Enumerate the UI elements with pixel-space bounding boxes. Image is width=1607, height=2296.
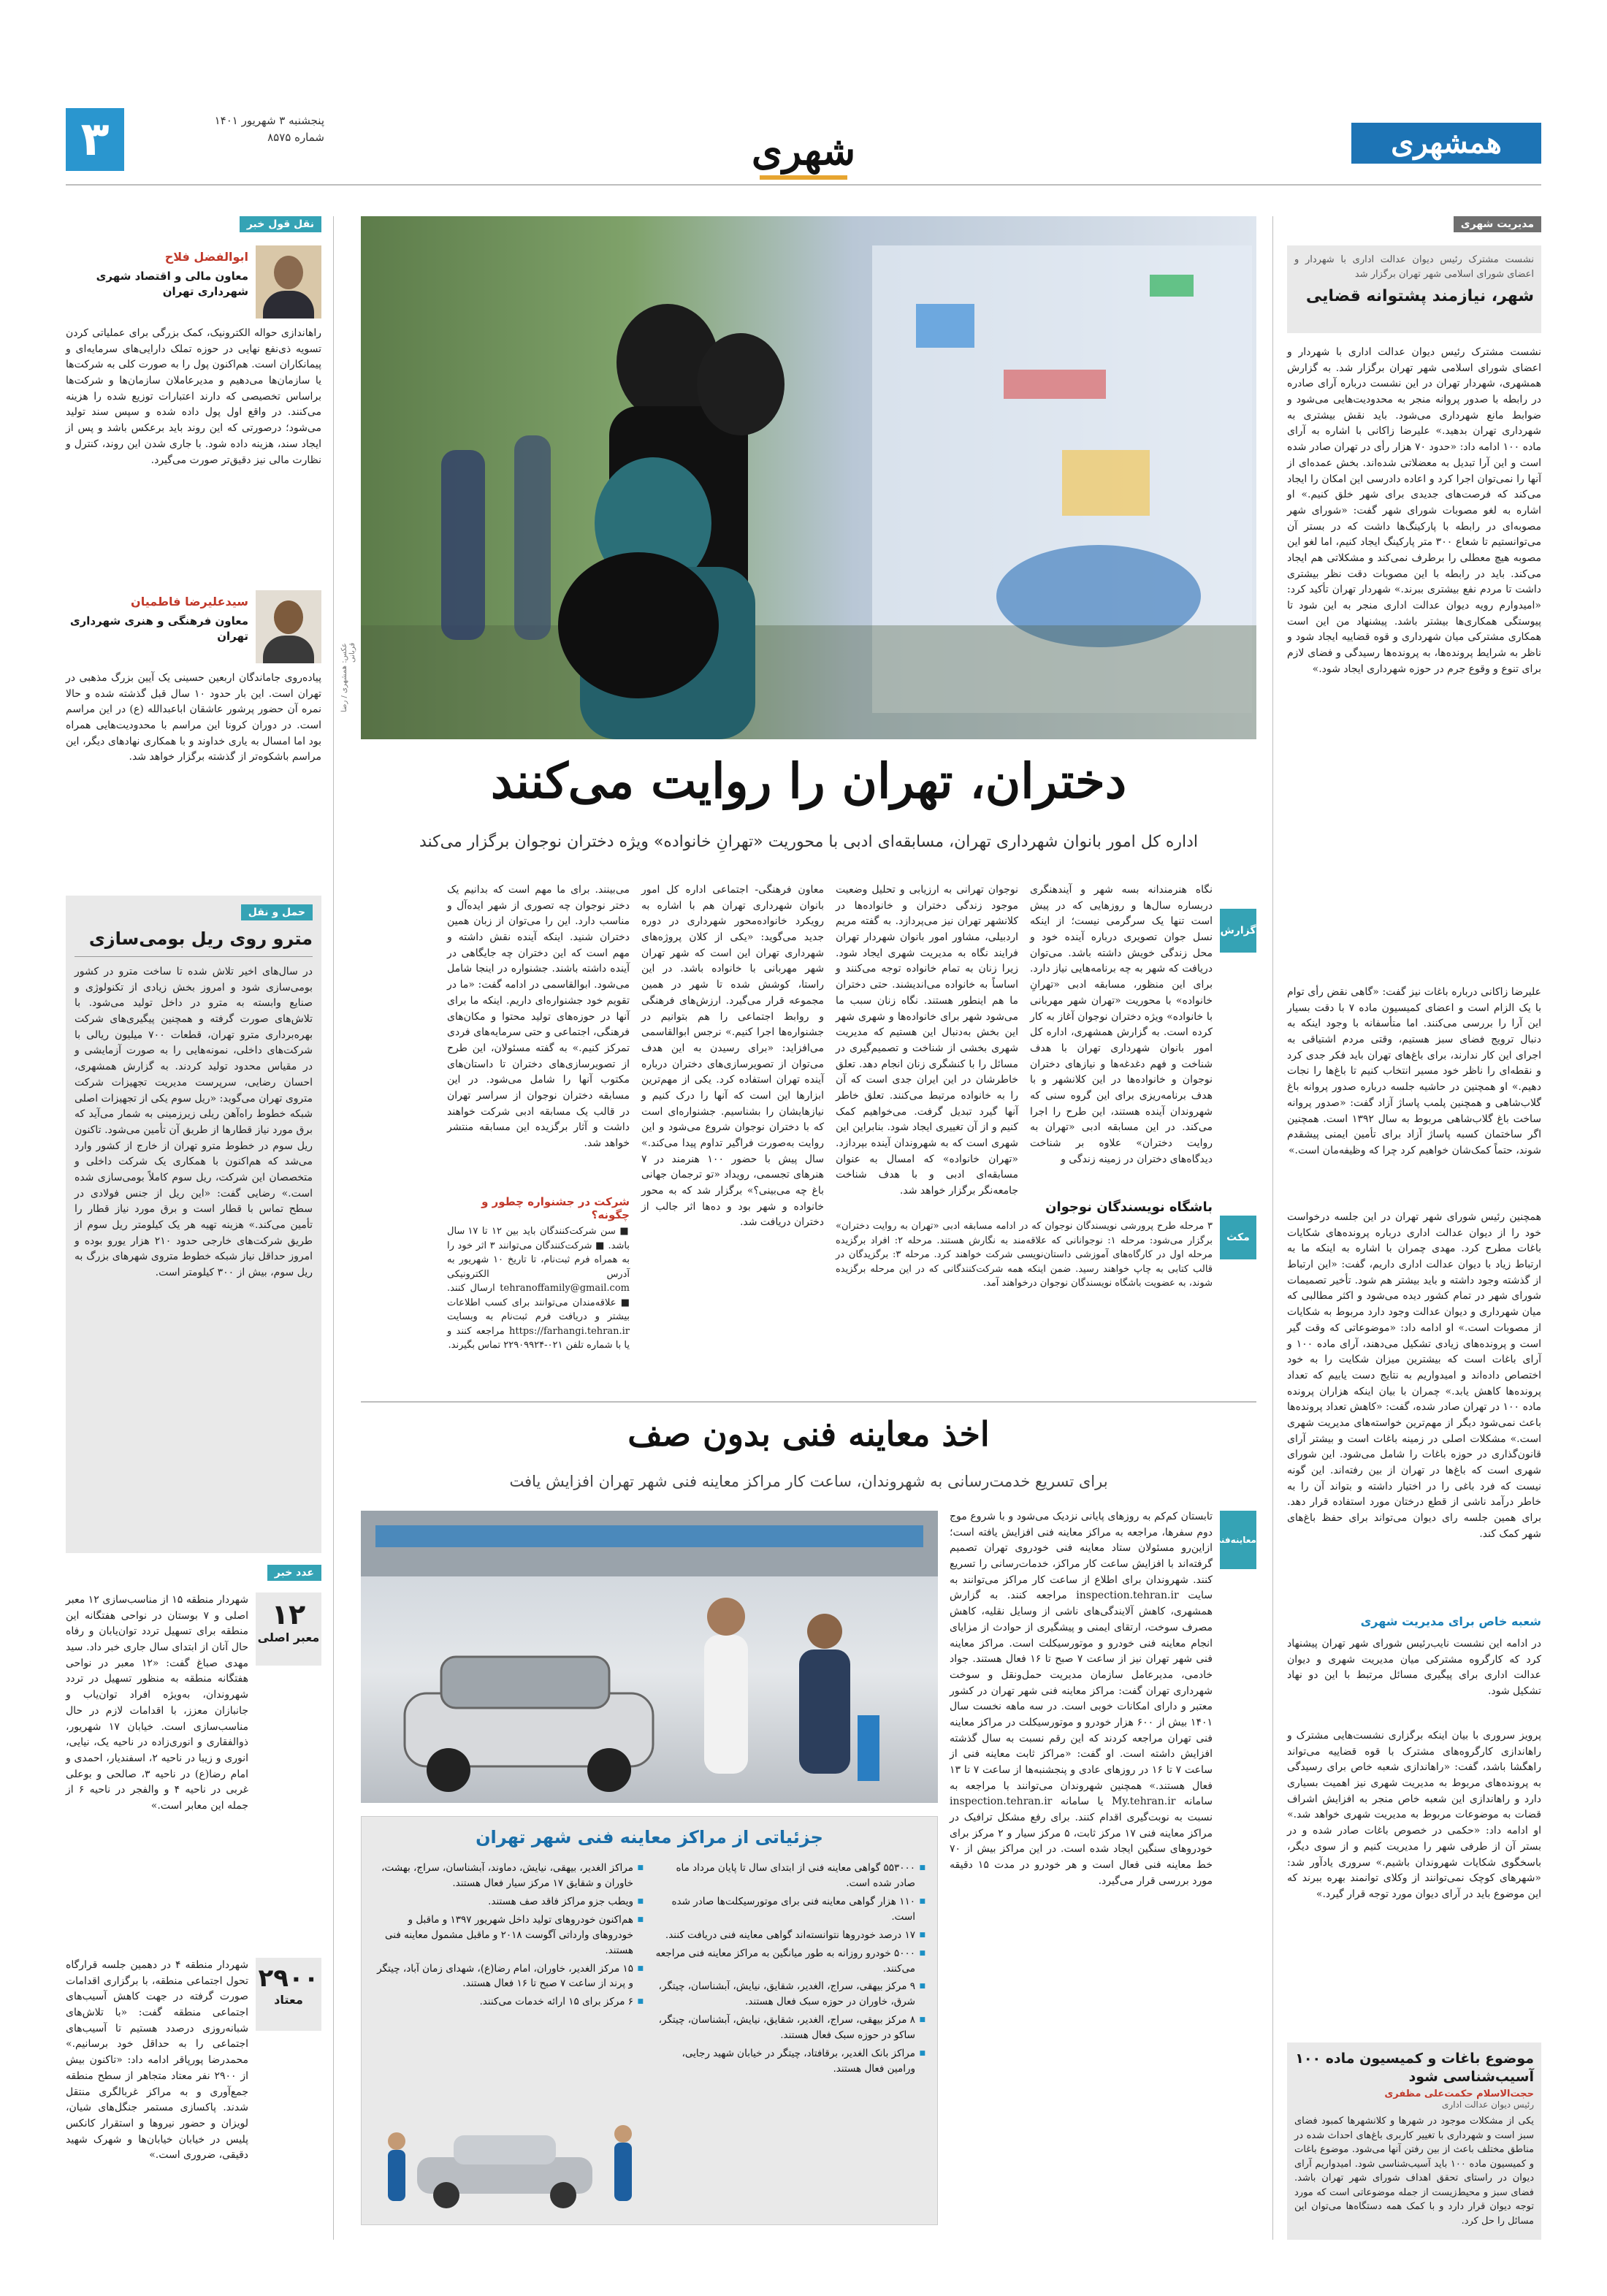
inspection-photo[interactable] — [361, 1511, 938, 1803]
article-body-3: همچنین رئیس شورای شهر تهران در این جلسه درخواست خود را از دیوان عدالت اداری درباره پرونده‌های شکایات باغات مطرح کرد. مهدی چمران با اشاره به اینکه ما به ارتباط زیاد با دیوان عدالت اداری داریم، گفت: «این ارتباط از گذشته وجود داشته و باید بیشتر هم شود. تأخیر تصمیمات شورای شهر در تمام کشور دیده می‌شود و اکثر مطالبی که میان شهرداری و دیوان عدالت وجود دارد مربوط به شکایات از مصوبات است.» او ادامه داد: «موضوعاتی که وقت گیر است و پرونده‌های زیادی تشکیل می‌دهند، آرای ماده ۱۰۰ و آرای باغات است که بیشترین میزان شکایت را به خود اختصاص داده‌اند و امیدواریم به نتایج دست یابیم که تعداد پرونده‌ها کاهش یابد.» چمران با بیان اینکه هزاران پرونده ماده ۱۰۰ در تهران صادر شده، گفت: «کاهش تعداد پرونده‌ها باعث نمی‌شود دیگر از مهم‌ترین خواسته‌های مدیریت شهری است.» مشکلات اصلی در زمینه باغات است و بیشتر آرای قانون‌گذاری در حوزه باغات را شامل می‌شود. این شورای شهری است که باغ‌ها در تهران از بین رفته‌اند. این گونه نیست که فرد باغی را در اختیار داشته و بتواند آن را به خاطر درآمد ناشی از قطع درختان مورد استفاده قرار دهد. برای همین جلسه رای دیوان می‌تواند برای حفظ باغ‌های شهر کمک کند. — [1287, 1211, 1541, 1540]
opinion-box-author: حجت‌الاسلام حکمت‌علی مظفری — [1384, 2089, 1534, 2100]
article-body-1: نشست مشترک رئیس دیوان عدالت اداری با شهردار و اعضای شورای اسلامی شهر تهران برگزار شد. به گزارش همشهری، شهردار تهران در این نشست درباره آرای صادره در رابطه با صدور پروانه منجر به محدودیت‌هایی می‌شود و ضوابط مانع شهرداری می‌شود. باید نقش بیشتری به شهرداری تهران بدهید.» علیرضا زاکانی با اشاره به آرای ماده ۱۰۰ ادامه داد: «حدود ۷۰ هزار رأی در تهران صادر شده است و این آرا تبدیل به معضلاتی شده‌اند. بخش عمده‌ای از آنها را نمی‌توان اجرا کرد و اعاده دادرسی این امکان را ایجاد می‌کند که فرصت‌های جدیدی برای شهر خلق کنیم.» او اشاره به لغو مصوبات شورای شهر گفت: «شورای شهر مصوبه‌ای در رابطه با پارکینگ‌ها داشت که در بستر آن می‌توانستیم تا شعاع ۳۰۰ متر پارکینگ ایجاد کنیم، اما لغو این مصوبه هیچ معطلی را برطرف نمی‌کند و مشکلاتی هم ایجاد می‌کند. باید در رابطه با این مصوبات دقت نظر بیشتری داشت تا مردم نفع بیشتری ببرند.» شهردار تهران تأکید کرد: «امیدوارم رویه دیوان عدالت اداری منجر به این شود تا پیوستگی همکاری‌ها بیشتر باشد. پیشنهاد من این است همکاری مشترکی میان شهرداری و قوه قضاییه ایجاد شود و ناظر به شرایط پرونده‌ها، به پرونده‌ها رسیدگی و فضای لازم برای تنوع و وقوع جرم در حوزه شهرداری ایجاد شود.» — [1287, 346, 1541, 675]
opinion-box-body: یکی از مشکلات موجود در شهرها و کلانشهرها کمبود فضای سبز است و شهرداری با تغییر کاربری باغ‌های احداث شده در مناطق مختلف باعث از بین رفتن آنها می‌شود. موضوع باغات و کمیسیون ماده ۱۰۰ باید آسیب‌شناسی شود. امیدواریم آرای دیوان در راستای تحقق اهداف شورای شهر تهران باشد. فضای سبز و محیط‌زیست از جمله موضوعاتی است که مورد توجه دیوان قرار دارد و با کمک همه دستگاه‌ها می‌توان این مسائل را حل کرد. — [1294, 2116, 1534, 2227]
feature-photo[interactable] — [361, 216, 1256, 739]
facts-list-right — [655, 1861, 925, 2080]
pause-tag: مکث — [1220, 1216, 1256, 1259]
opinion-box — [1287, 2043, 1541, 2240]
headline-lead: نشست مشترک رئیس دیوان عدالت اداری با شهردار و اعضای شورای اسلامی شهر تهران برگزار شد — [1294, 254, 1534, 280]
left-column-divider — [333, 216, 334, 2240]
quote-text: پیاده‌روی جاماندگان اربعین حسینی یک آیین بزرگ مذهبی در تهران است. این بار حدود ۱۰ سال قبل گذشته شده و حالا نمره آن حضور پرشور عاشقان اباعبدالله (ع) در این مراسم است. در دوران کرونا این مراسم با محدودیت‌هایی همراه بود اما امسال به یاری خداوند و با همکاری نهادهای دیگر، این مراسم باشکوه‌تر از گذشته برگزار خواهد شد. — [66, 672, 321, 763]
section-underline — [760, 175, 847, 180]
feature-column-3: معاون فرهنگی- اجتماعی اداره کل امور بانوان شهرداری تهران هم با اشاره به رویکرد خانواده‌محور شهرداری در دوره جدید می‌گوید: «یکی از کلان پروژه‌های شهرداری تهران این است که شهر تهران شهر مهربانی با خانواده باشد. در این راستا، کوشش شده تا شهر در همین مجموعه قرار می‌گیرد. ارزش‌های فرهنگی و روابط اجتماعی را هم بتوانیم در جشنواره‌ها اجرا کنیم.» نرجس ابوالقاسمی می‌افزاید: «برای رسیدن به این هدف می‌توان از تصویرسازی‌های دختران درباره آینده تهران استفاده کرد. یکی از مهم‌ترین ابزارها این است که آنها را درک کنیم و نیازهایشان را بشناسیم. جشنواره‌ای است که با دختران نوجوان شروع می‌شود و این روایت به‌صورت فراگیر تداوم پیدا می‌کند.» سال پیش با حضور ۱۰۰ هنرمند در ۷ هنرهای تجسمی، رویداد «تو ترجمان جهانی باغ چه می‌بینی؟» برگزار شد که به محور خانواده و شهر بود و ده‌ها اثر جالب از دختران دریافت شد. — [641, 884, 825, 1229]
quote-text: راهاندازی حواله الکترونیک، کمک بزرگی برای عملیاتی کردن تسویه ذی‌نفع نهایی در حوزه تملک دارایی‌های سرمایه‌ای و پیمانکاران است. هم‌اکنون پول را به صورت کلی به شرکت‌ها یا سازمان‌ها می‌دهیم و مدیرعاملان سازمان‌ها و شرکت‌ها براساس تخصیصی که دارند اعتبارات توزیع شده را هزینه می‌کنند. در واقع اول پول داده شده و سپس سند تولید می‌شود؛ درصورتی که این روند باید برعکس باشد و پس از ایجاد سند، هزینه داده شود. با جاری شدن این روند، کنترل و نظارت مالی نیز دقیق‌تر صورت می‌گیرد. — [66, 327, 321, 466]
fact-item: ■ ۱۱۰ هزار گواهی معاینه فنی برای موتورسیکلت‌ها صادر شده است. — [655, 1894, 925, 1925]
metro-box — [66, 896, 321, 1553]
car-inspection-illustration — [361, 1511, 938, 1803]
avatar — [256, 245, 321, 319]
avatar-body — [263, 291, 314, 319]
issue-number: شماره ۸۵۷۵ — [267, 130, 324, 144]
number-item-body: شهردار منطقه ۴ در دهمین جلسه قرارگاه تحول اجتماعی منطقه، با برگزاری اقدامات صورت گرفته در جهت کاهش آسیب‌های اجتماعی منطقه گفت: «با تلاش‌های شبانه‌روزی درصدد هستیم تا آسیب‌های اجتماعی را به حداقل خود برسانیم.» محمدرضا پورپاقر ادامه داد: «تاکنون بیش از ۲۹۰۰ نفر معتاد متجاهر از سطح منطقه جمع‌آوری و به مراکز غربالگری منتقل شدند. پاکسازی مستمر جنگل‌های شیان، لویزان و حضور نیروها و استقرار کانکس پلیس در خیابان خیابان‌ها و شهرک شهید دقیقی، ضروری است.» — [66, 1959, 248, 2162]
quote-tag — [240, 216, 321, 230]
quote-person-role: معاون مالی و اقتصاد شهری شهرداری تهران — [96, 270, 248, 298]
quote-tag-label: نقل قول خبر — [240, 216, 321, 232]
inspection-headline: اخذ معاینه فنی بدون صف — [627, 1414, 990, 1454]
metro-rule — [75, 956, 313, 957]
fact-item: ■ ۵۰۰۰ خودرو روزانه به طور میانگین به مراکز معاینه فنی مراجعه می‌کنند. — [655, 1946, 925, 1977]
avatar-head — [274, 600, 303, 634]
number-item-body: شهردار منطقه ۱۵ از مناسب‌سازی ۱۲ معبر اصلی و ۷ بوستان در نواحی هفتگانه این منطقه برای تسهیل تردد توان‌یابان و رفاه حال آنان از ابتدای سال جاری خبر داد. سید مهدی صباغ گفت: «۱۲ معبر در نواحی هفتگانه منطقه به منظور تسهیل در تردد شهروندان، به‌ویژه افراد توان‌یاب و جانبازان معزز، با اقدامات لازم در حال مناسب‌سازی است. خیابان ۱۷ شهریور، ذوالفقاری و انوری‌زاده در ناحیه یک، نیایی، انوری و زیبا در ناحیه ۲، اسفندیار، احمدی و امام رضا(ع) در ناحیه ۳، صالحی و بوعلی غربی در ناحیه ۴ و والفجر در ناحیه ۶ از جمله این معابر است.» — [66, 1594, 248, 1812]
number-news-tag — [267, 1565, 321, 1579]
article-body-2: علیرضا زاکانی درباره باغات نیز گفت: «گاهی نقض رأی توام با یک الزام است و اعضای کمیسیون ماده ۷ با دقت بسیار این آرا را بررسی می‌کنند. اما متأسفانه با وجود اینکه به دنبال ترویج فضای سبز هستیم، وقتی مردم اشتیاقی به اجرای این کار ندارند، برای باغ‌های تهران باید فکر جدی کرد و نقطه‌ای را ناظر خود مسیر انتخاب کنیم تا باغ‌ها را نجات دهیم.» او همچنین در حاشیه جلسه درباره صدور پروانه باغ گلاب‌شاهی و همچنین پلمب پاساژ آزاد گفت: «صدور پروانه ساخت باغ گلاب‌شاهی مربوط به سال ۱۳۹۲ است. همچنین اگر ساختمان کسبه پاساژ آزاد برای تأمین ایمنی پیشقدم شوند، حتماً کمک‌شان خواهیم کرد چرا که وظیفه‌مان است.» — [1287, 986, 1542, 1156]
feature-headline: دختران، تهران را روایت می‌کنند — [490, 752, 1127, 809]
fact-item: ■ ۱۵ مرکز الغدیر، خاوران، امام رضا(ع)، شهدای زمان آباد، چیتگر و پرند از ساعت ۷ صبح تا ۱۶ فعال هستند. — [373, 1961, 644, 1992]
right-column-divider — [1272, 216, 1273, 2240]
quote-person-role: معاون فرهنگی و هنری شهرداری تهران — [69, 614, 248, 643]
feature-column-2: نوجوان تهرانی به ارزیابی و تحلیل وضعیت موجود زندگی دختران و خانواده‌ها در کلانشهر تهران نیز می‌پردازد. به گفته مریم اردبیلی، مشاور امور بانوان شهردار تهران فرایند نگاه به مدیریت شهری ایجاد شود. زیرا زنان به تمام خانواده توجه می‌کنند و اساساً به خانواده می‌اندیشند. حتی دختران ما هم اینطور هستند. نگاه زنان سبب ما می‌شود شهر برای خانواده‌ها و شهری شهر این بخش به‌دنبال این هستیم که مدیریت شهری بخشی از شناخت و تصمیم‌گیری در مسائل را با کنشگری زنان انجام دهد. تعلق خاطرشان در این ایران جدی است که آن را به خانواده مرتبط می‌کنند. تعلق خاطر آنها گیرد تبدیل گرفت. می‌خواهیم کمک کنیم و از آن تغییری ایجاد شود. بنابراین این شهری است که به شهروندان آینده بپردازد. «تهران خانواده» که امسال به عنوان مسابقه‌ای ادبی و با هدف شناخت جامعه‌نگر برگزار خواهد شد. — [836, 884, 1018, 1197]
opinion-box-title: موضوع باغات و کمیسیون ماده ۱۰۰ آسیب‌شناسی شود — [1295, 2051, 1534, 2085]
big-number — [256, 1593, 321, 1666]
avatar-head — [274, 256, 303, 289]
feature-column-4: می‌بینند. برای ما مهم است که بدانیم یک دختر نوجوان چه تصوری از شهر ایده‌آل و مناسب دارد. این را می‌توان از زبان همین دختران شنید. اینکه آینده نقش داشته و مهم است که این دختران چه جایگاهی در آینده داشته باشند. جشنواره در اینجا شامل می‌شود. ابوالقاسمی در ادامه گفت: «ما در تقویم خود جشنواره‌ای داریم. اینکه ما برای آنها در حوزه‌های تولید محتوا و مکان‌های فرهنگی، اجتماعی و حتی سرمایه‌های فردی تمرکز کنیم.» به گفته مسئولان، این طرح از تصویرسازی‌های دختران تا داستان‌های مکتوب آنها را شامل می‌شود. در این مسابقه دختران نوجوان از سراسر تهران در قالب یک مسابقه ادبی شرکت خواهند داشت و آثار برگزیده این مسابقه منتشر خواهد شد. — [447, 884, 630, 1149]
big-number — [256, 1958, 321, 2031]
avatar-body — [263, 636, 314, 663]
feature-column-1: نگاه هنرمندانه بسه شهر و آیندهنگری دربسار‌ه سال‌ها و روزهایی که در پیش است تنها یک سرگرمی نیست؛ از اینکه نسل جوان تصویری درباره آینده خود و محل زندگی خویش داشته باشد. می‌توان دریافت که شهر به چه برنامه‌هایی نیاز دارد. برای این منظور، مسابقه ادبی «تهرانِ خانواده» با محوریت «تهران شهر مهربانی با خانواده» ویژه دختران نوجوان آغاز به کار کرده است. به گزارش همشهری، اداره کل امور بانوان شهرداری تهران با هدف شناخت و فهم دغدغه‌ها و نیازهای دختران نوجوان و خانواده‌ها در این کلانشهر و با هدف برنامه‌ریزی برای این گروه سنی که شهروندان آینده هستند، این طرح را اجرا می‌کند. در این مسابقه ادبی «تهران به روایت دختران» علاوه بر شناخت دیدگاه‌های دختران در زمینه زندگی و — [1030, 884, 1213, 1165]
fact-item: ■ ۸ مرکز بیهقی، سراج، الغدیر، شقایق، نیایش، آبشناسان، چیتگر، ساکو در حوزه سبک فعال هستند. — [655, 2013, 925, 2043]
big-number-label: معتاد — [274, 1993, 303, 2007]
article-body-5: پرویز سروری با بیان اینکه برگزاری نشست‌هایی مشترک و راهاندازی کارگروه‌های مشترک با قوه قضاییه می‌تواند راهگشا باشد، گفت: «راهاندازی شعبه خاص برای رسیدگی به پرونده‌های مربوط به مدیریت شهری نیز اهمیت بسیاری دارد و راهاندازی این شعبه خاص منجر به افزایش اشراف قضات به موضوعات مربوط به مدیریت شهری خواهد شد.» او ادامه داد: «حکمی در خصوص باغات صادر شده و در بستر آن از طرفی شهر را مدیریت کنیم و از سوی دیگر، باسخگوی شکایات شهروندان باشیم.» سروری یادآور شد: «شهرهای کوچک نمی‌توانند از وکلای توانمند بهره ببرند که این موضوع باید در آرای دیوان مورد توجه قرار گیرد.» — [1287, 1730, 1541, 1900]
article-body-4: در ادامه این نشست نایب‌رئیس شورای شهر تهران پیشنهاد کرد که کارگروه مشترکی میان مدیریت شهری و دیوان عدالت اداری برای پیگیری مسائل مرتبط با این دو نهاد تشکیل شود. — [1287, 1638, 1541, 1698]
inspection-facts-title: جزئیاتی از مراکز معاینه فنی شهر تهران — [476, 1827, 823, 1847]
writers-club-box — [836, 1200, 1213, 1382]
big-number-label: معبر اصلی — [257, 1631, 320, 1644]
fact-item: ■ ۵۵۳۰۰۰ گواهی معاینه فنی از ابتدای سال تا پایان مرداد ماه صادر شده است. — [655, 1861, 925, 1891]
mechanics-illustration — [373, 2106, 651, 2216]
fact-item: ■ ۱۷ درصد خودروها نتوانسته‌اند گواهی معاینه فنی دریافت کنند. — [655, 1928, 925, 1943]
metro-tag — [75, 904, 313, 918]
story-divider — [361, 1401, 1256, 1403]
issue-date: پنجشنبه ۳ شهریور ۱۴۰۱ — [214, 114, 324, 127]
how-to-title: شرکت در جشنواره چطور و چگونه؟ — [481, 1195, 630, 1221]
inspection-subheadline: برای تسریع خدمت‌رسانی به شهروندان، ساعت کار مراکز معاینه فنی شهر تهران افزایش یافت — [509, 1473, 1108, 1490]
section-title — [694, 127, 913, 180]
photo-credit: عکس: همشهری / رضا قربانی — [340, 643, 356, 712]
masthead-rule — [66, 184, 1541, 186]
number-item-1 — [66, 1593, 321, 1950]
writers-club-body: ۳ مرحله طرح پرورشی نویسندگان نوجوان که در ادامه مسابقه ادبی «تهران به روایت دختران» برگزار می‌شود: مرحله ۱: نوجوانانی که علاقه‌مند به نگارش هستند. مرحله ۲: افراد برگزیده مرحله اول در کارگاه‌های آموزشی داستان‌نویسی شرکت خواهند کرد. مرحله ۳: برگزیدگان در قالب کتابی به چاپ خواهند رسید. ضمن اینکه همه شرکت‌کنندگانی که در این مرحله برگزیده شوند، به عضویت باشگاه نویسندگان نوجوان درخواهند آمد. — [836, 1221, 1213, 1289]
avatar — [256, 590, 321, 663]
opinion-box-author-role: رئیس دیوان عدالت اداری — [1442, 2099, 1534, 2110]
fact-item: ■ مراکز بانک الغدیر، برقافتاد، چیتگر در خیابان شهید رجایی، ورامین فعال هستند. — [655, 2046, 925, 2077]
big-number-value: ۱۲ — [271, 1598, 306, 1631]
page-number-badge: ۳ — [66, 108, 124, 171]
newspaper-logo[interactable]: همشهری — [1351, 123, 1541, 164]
feature-body — [361, 878, 1256, 1389]
inspection-facts-box — [361, 1816, 938, 2225]
quote-card-1 — [66, 245, 321, 625]
quote-person-name: سیدعلیرضا فاطمیان — [131, 595, 248, 609]
metro-title: مترو روی ریل بومی‌سازی — [88, 928, 313, 949]
section-title-text: شهری — [751, 127, 856, 174]
subhead: شعبه خاص برای مدیریت شهری — [1360, 1614, 1541, 1628]
masthead — [66, 108, 1541, 178]
mural-painting-illustration — [361, 216, 1256, 739]
fact-item: ■ مراکز الغدیر، بیهقی، نیایش، دماوند، آبشناسان، سراج، بهشت، خاوران و شقایق ۱۷ مرکز سیار فعال هستند. — [373, 1861, 644, 1891]
left-column — [66, 216, 321, 2240]
column-tag — [1454, 216, 1541, 230]
fact-item: ■ ۹ مرکز بیهقی، سراج، الغدیر، شقایق، نیایش، آبشناسان، چیتگر، شرق، خاوران در حوزه سبک فعال هستند. — [655, 1979, 925, 2010]
inspection-body: تابستان کم‌کم به روزهای پایانی نزدیک می‌شود و با شروع موج دوم سفرها، مراجعه به مراکز معاینه فنی افزایش یافته است؛ ازاین‌رو مسئولان ستاد معاینه فنی خودروی تهران تصمیم گرفته‌اند با افزایش ساعت کار مراکز، خدمات‌رسانی را تسریع کنند. شهروندان برای اطلاع از ساعت کار مراکز می‌توانند به سایت inspection.tehran.ir مراجعه کنند. به گزارش همشهری، کاهش آلایندگی‌های ناشی از وسایل نقلیه، کاهش مصرف سوخت، ارتقای ایمنی و پیشگیری از حوادث از مزایای انجام معاینه فنی خودرو و موتورسیکلت است. مراکز معاینه فنی شهر تهران نیز از ساعت ۷ صبح تا ۱۶ فعال هستند. جواد خادمی، مدیرعامل سازمان مدیریت حمل‌ونقل و سوخت شهرداری تهران گفت: مراکز معاینه فنی شهر تهران در کشور معتبر و دارای امکانات خوبی است. در سه ماهه نخست سال ۱۴۰۱ بیش از ۶۰۰ هزار خودرو و موتورسیکلت در مراکز معاینه فنی تهران مراجعه کردند که این رقم نسبت به سال گذشته افزایش داشته است. او گفت: «مراکز ثابت معاینه فنی از ساعت ۷ تا ۱۶ در روزهای عادی و پنجشنبه‌ها از ساعت ۷ تا ۱۳ فعال هستند.» همچنین شهروندان می‌توانند با مراجعه به سامانه My.tehran.ir یا سامانه inspection.tehran.ir نسبت به نوبت‌گیری اقدام کنند. برای رفع مشکل ترافیک در مراکز معاینه فنی ۱۷ مرکز ثابت، ۵ مرکز سیار و ۲ مرکز برای خودروهای سنگین ایجاد شده است. در این مراکز بیش از ۷۰ خط معاینه فنی فعال است و هر خودرو در مدت ۱۵ دقیقه مورد بررسی قرار می‌گیرد. — [950, 1511, 1213, 1887]
report-tag: گزارش — [1220, 909, 1256, 953]
fact-item: ■ هم‌اکنون خودروهای تولید داخل شهریور ۱۳۹۷ و ماقبل و خودروهای وارداتی آگوست ۲۰۱۸ و ماقبل مشمول معاینه فنی هستند. — [373, 1912, 644, 1959]
issue-info — [134, 112, 324, 145]
big-number-value: ۲۹۰۰ — [258, 1964, 319, 1993]
column-tag-label: مدیریت شهری — [1454, 216, 1541, 232]
quote-card-2 — [66, 590, 321, 926]
quote-person-name: ابوالفضل فلاح — [164, 250, 248, 264]
fact-item: ■ ویطب جزو مراکز فاقد صف هستند. — [373, 1894, 644, 1910]
urban-management-column — [1287, 216, 1541, 2240]
number-news-tag-label: عدد خبر — [267, 1565, 321, 1581]
headline-title: شهر، نیازمند پشتوانه قضایی — [1305, 287, 1534, 305]
how-to-body: ■ سن شرکت‌کنندگان باید بین ۱۲ تا ۱۷ سال باشد. ■ شرکت‌کنندگان می‌توانند ۳ اثر خود را به همراه فرم ثبت‌نام، تا تاریخ ۱۰ شهریور به آدرس الکترونیکی tehranoffamily@gmail.com ارسال کنند. ■ علاقه‌مندان می‌توانند برای کسب اطلاعات بیشتر و دریافت فرم ثبت‌نام به وبسایت https://farhangi.tehran.ir مراجعه کنند و یا با شماره تلفن ۰۲۱-۲۲۹۰۹۹۲۴ تماس بگیرند. — [447, 1226, 630, 1351]
how-to-participate — [447, 1195, 630, 1385]
writers-club-title: باشگاه نویسندگان نوجوان — [1045, 1200, 1213, 1215]
inspection-tag: معاینه‌فنی — [1220, 1511, 1256, 1569]
fact-item: ■ ۶ مرکز برای ۱۵ ارائه خدمات می‌کنند. — [373, 1994, 644, 2010]
feature-subheadline: اداره کل امور بانوان شهرداری تهران، مسابقه‌ای ادبی با محوریت «تهرانِ خانواده» ویژه دختران نوجوان برگزار می‌کند — [419, 833, 1199, 851]
facts-list-left — [373, 1861, 644, 2013]
metro-body: در سال‌های اخیر تلاش شده تا ساخت مترو در کشور بومی‌سازی شود و امروز بخش زیادی از تکنولوژی و صنایع وابسته به مترو در داخل تولید می‌شود. با تلاش‌های صورت گرفته و همچنین پیگیری‌های شرکت بهره‌برداری مترو تهران، قطعات ۷۰۰ میلیون ریالی با شرکت‌های داخلی، نمونه‌هایی را به صورت آزمایشی و در مقیاس محدود تولید کردند. به گزارش همشهری، احسان رضایی، سرپرست مدیریت تجهیزات شرکت متروی تهران می‌گوید: «ریل سوم یکی از تجهیزات اصلی شبکه خطوط راه‌آهن ریلی زیرزمینی به شمار می‌آید که برق مورد نیاز قطارها از طریق آن تأمین می‌شود. تاکنون ریل سوم در خطوط مترو تهران از خارج از کشور وارد می‌شد که هم‌اکنون با همکاری یک شرکت داخلی و متخصصان این شرکت، ریل سوم کاملاً بومی‌سازی شده است.» رضایی گفت: «این ریل از جنس فولادی در سطح تماس با قطار است و برق مورد نیاز قطار را تأمین می‌کند.» هزینه تهیه هر یک کیلومتر ریل سوم از طریق شرکت‌های خارجی حدود ۲۱۰ هزار یورو بوده و امروز حداقل نیاز شبکه خطوط متروی شهرهای بزرگ به ریل سوم، بیش از ۳۰۰ کیلومتر است. — [75, 966, 313, 1279]
headline-box — [1287, 245, 1541, 333]
metro-tag-label: حمل و نقل — [241, 904, 313, 920]
number-item-2 — [66, 1958, 321, 2235]
